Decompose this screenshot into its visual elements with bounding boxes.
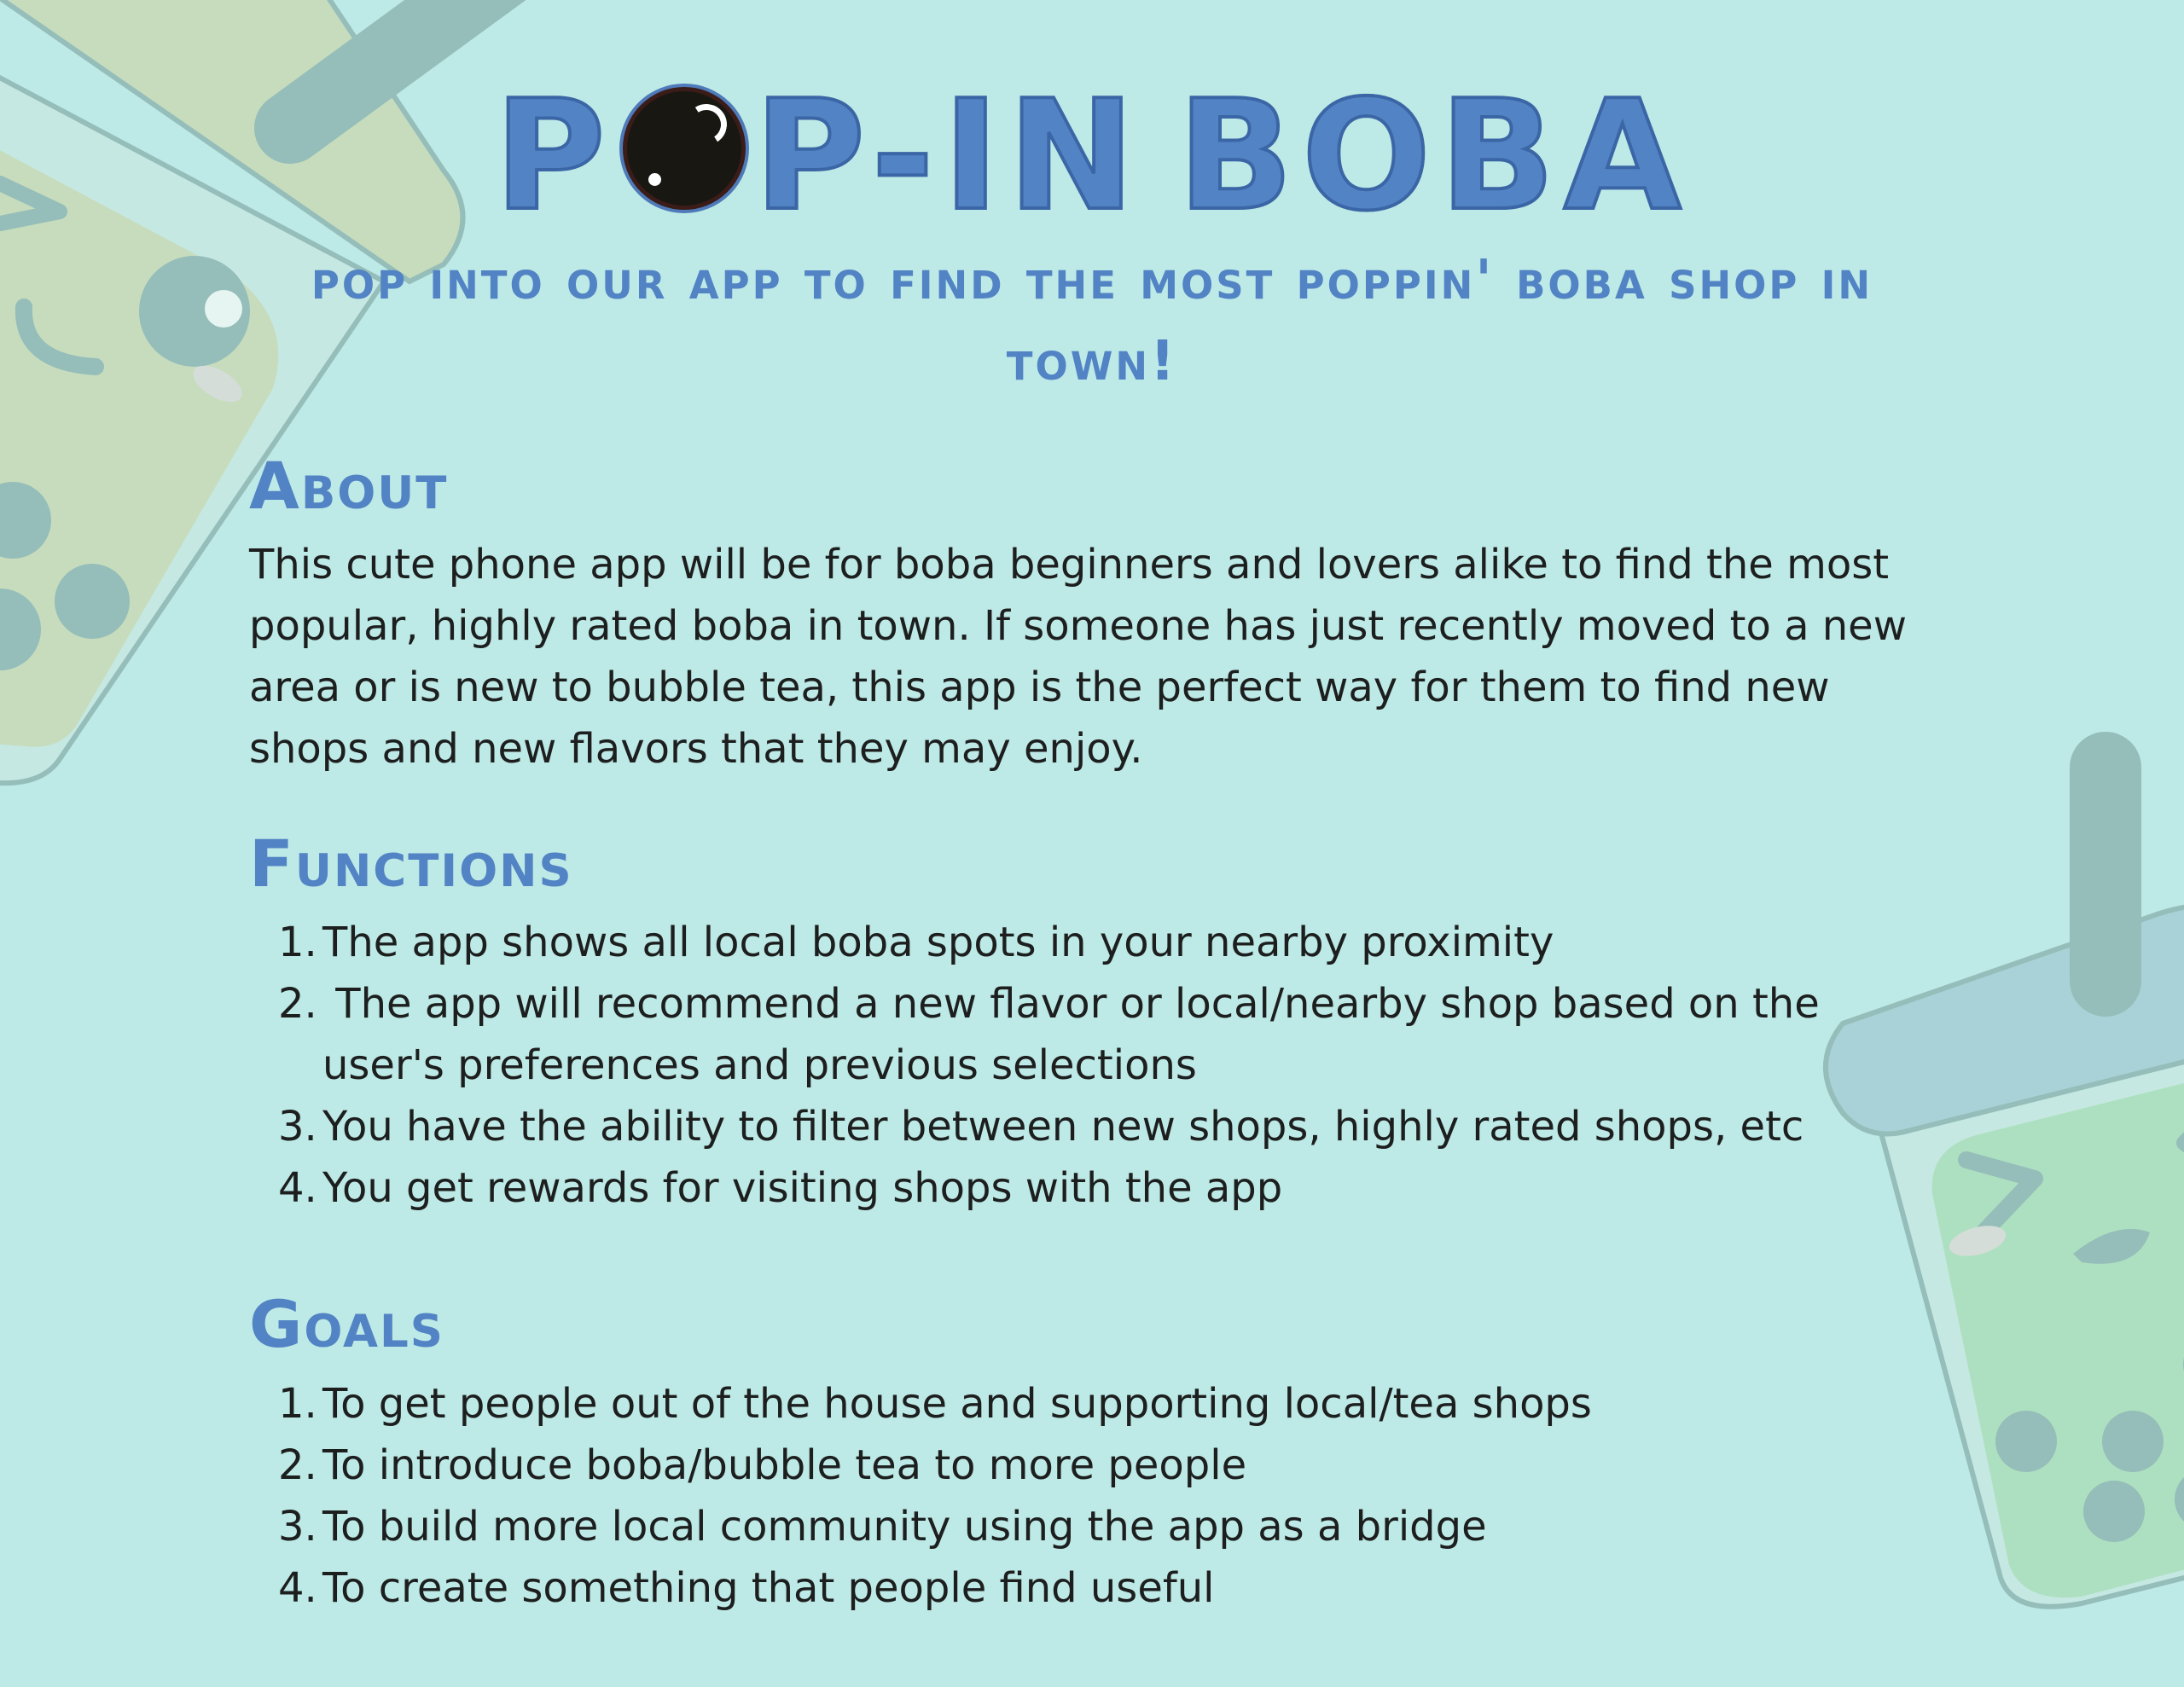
title-word-pop-in: P-IN bbox=[753, 67, 1144, 244]
about-paragraph: This cute phone app will be for boba beginners and lovers alike to find the most popular, highly rated boba in town. If someone has just recently moved to a new area or is new to bubble tea, this app is the perfect way for them to find new shops and new flavors that they may enjoy. bbox=[249, 541, 1907, 773]
functions-heading: Functions bbox=[249, 826, 573, 901]
tagline: pop into our app to find the most poppin' boba shop in town! bbox=[311, 249, 1873, 393]
about-heading: About bbox=[249, 448, 449, 524]
list-item: 3. To build more local community using the app as a bridge bbox=[278, 1503, 1487, 1551]
app-title bbox=[0, 67, 2184, 244]
goals-heading: Goals bbox=[249, 1286, 444, 1362]
list-item: 1. To get people out of the house and supporting local/tea shops bbox=[278, 1380, 1592, 1428]
list-item: 4. You get rewards for visiting shops with the app bbox=[278, 1164, 1283, 1212]
title-word-boba: BOBA bbox=[1177, 67, 1690, 244]
list-item: 1. The app shows all local boba spots in your nearby proximity bbox=[278, 919, 1554, 966]
goals-list bbox=[249, 1373, 1938, 1619]
boba-pearl-icon bbox=[619, 84, 749, 213]
title-letter-p: P bbox=[494, 67, 614, 244]
functions-list bbox=[249, 912, 1938, 1219]
list-item: 2. To introduce boba/bubble tea to more people bbox=[278, 1441, 1247, 1489]
list-item: 2. The app will recommend a new flavor or local/nearby shop based on the user's preferences and previous selections bbox=[278, 980, 1833, 1089]
list-item: 4. To create something that people find useful bbox=[278, 1564, 1215, 1612]
list-item: 3. You have the ability to filter between new shops, highly rated shops, etc bbox=[278, 1103, 1804, 1151]
